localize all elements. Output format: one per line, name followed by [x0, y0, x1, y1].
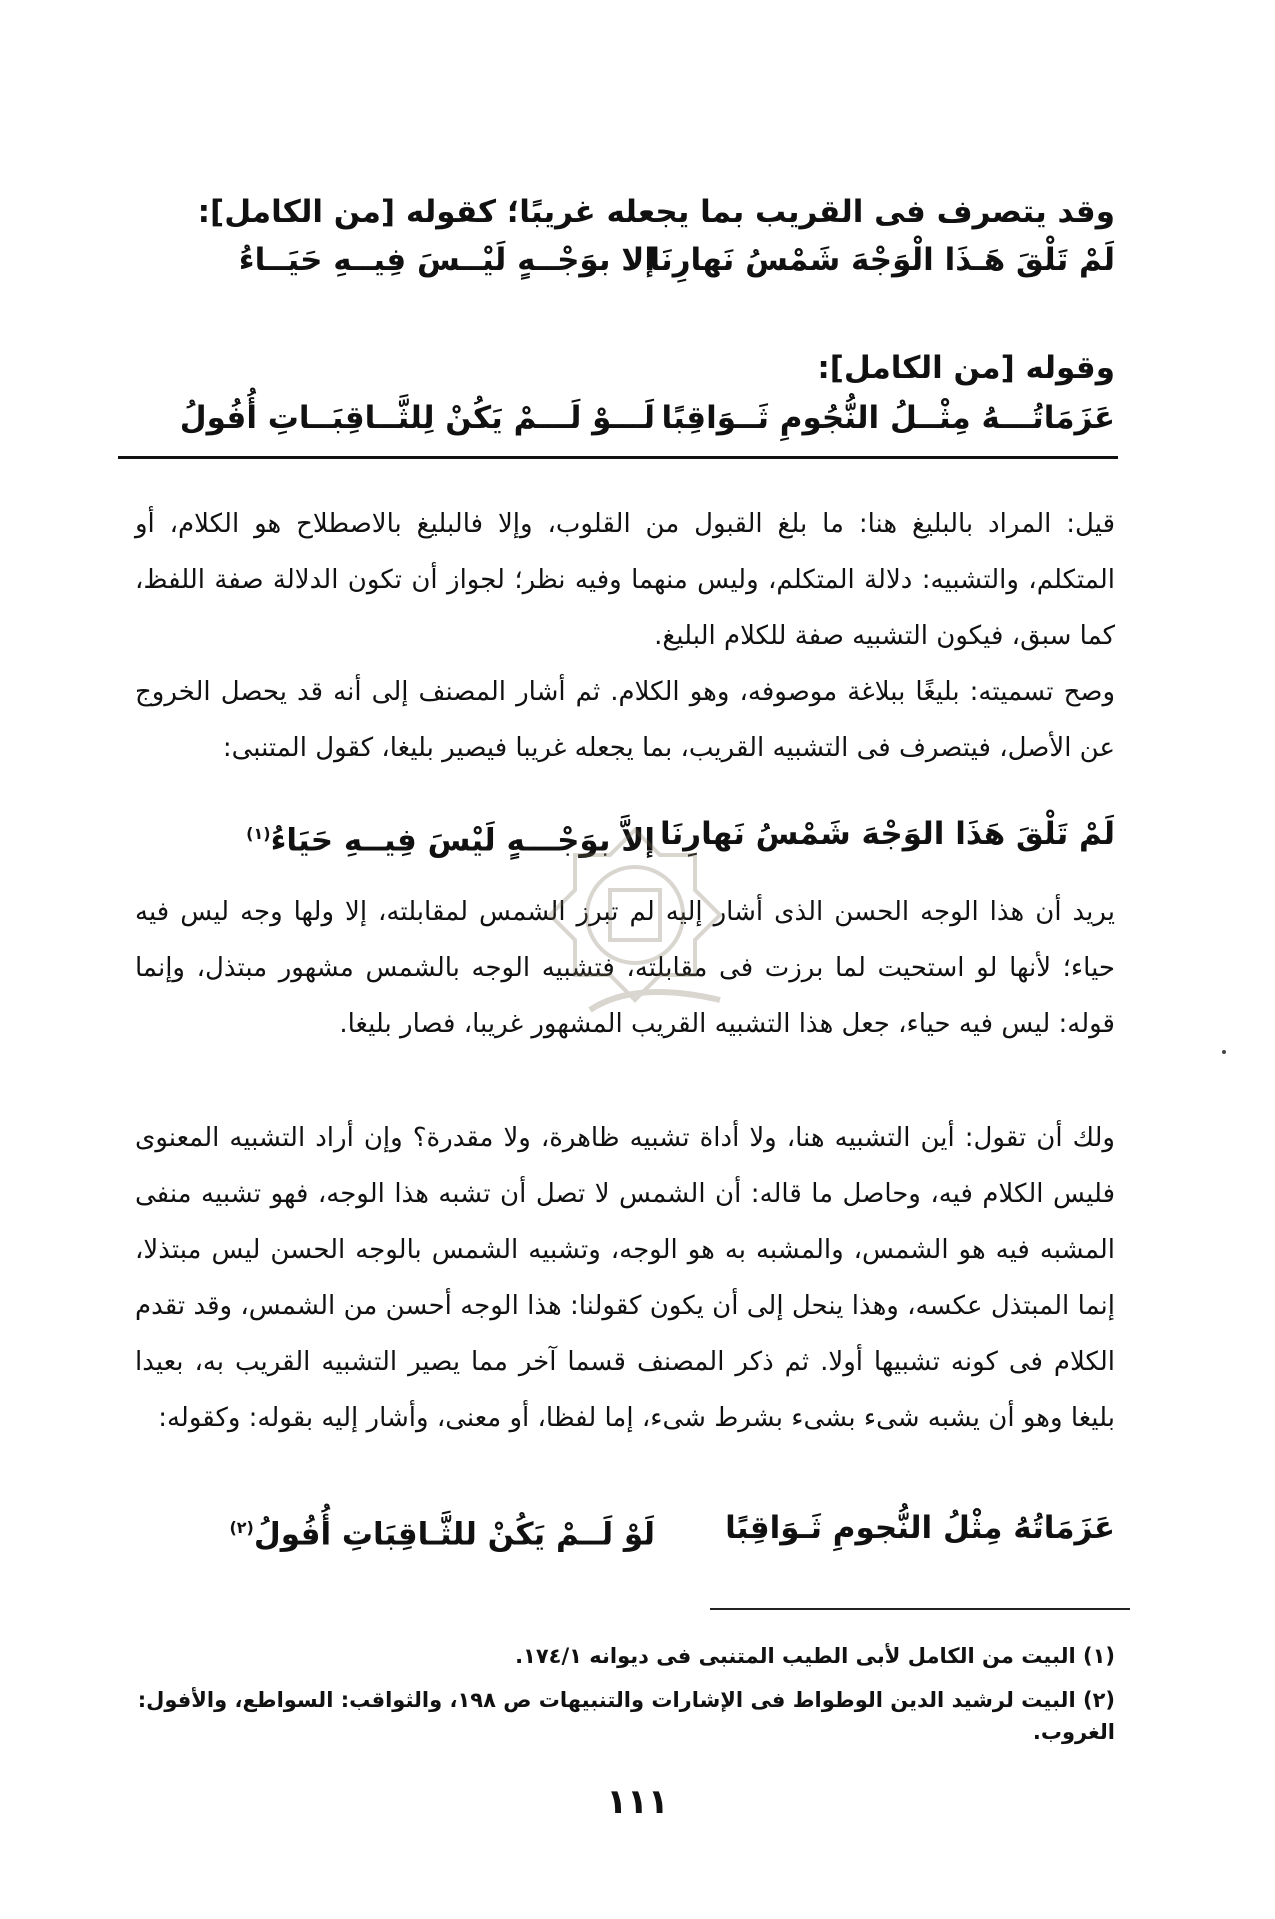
- scan-speck: [1222, 1050, 1226, 1054]
- verse-4-first-hemistich: عَزَمَاتُهُ مِثْلُ النُّجومِ ثَـوَاقِبًا: [725, 1510, 1115, 1546]
- verse-2-second-hemistich: لَـــوْ لَـــمْ يَكُنْ لِلثَّــاقِبَــاتِ أُفُولُ: [179, 400, 655, 436]
- verse-4-second-hemistich: [229, 1504, 655, 1558]
- page-number: ١١١: [606, 1782, 669, 1822]
- matn-verse-2: [0, 394, 1275, 442]
- commentary-paragraph-2: وصح تسميته: بليغًا ببلاغة موصوفه، وهو الكلام. ثم أشار المصنف إلى أنه قد يحصل الخروج عن الأصل، فيتصرف فى التشبيه القريب، بما يجعله غريبا فيصير بليغا، كقول المتنبى:: [135, 677, 1115, 763]
- commentary-paragraph-1: قيل: المراد بالبليغ هنا: ما بلغ القبول من القلوب، وإلا فالبليغ بالاصطلاح هو الكلام، أو المتكلم، والتشبيه: دلالة المتكلم، وليس منهما وفيه نظر؛ لجواز أن تكون الدلالة صفة اللفظ، كما سبق، فيكون التشبيه صفة للكلام البليغ.: [135, 509, 1115, 651]
- commentary-paragraph-3: يريد أن هذا الوجه الحسن الذى أشار إليه لم تبرز الشمس لمقابلته، إلا ولها وجه ليس فيه حياء؛ لأنها لو استحيت لما برزت فى مقابلته، فتشبيه الوجه بالشمس مشهور مبتذل، وإنما قوله: ليس فيه حياء، جعل هذا التشبيه القريب المشهور غريبا، فصار بليغا.: [135, 897, 1115, 1039]
- library-seal-watermark-icon: [530, 810, 740, 1020]
- matn-intro-line-2: وقوله [من الكامل]:: [817, 350, 1115, 386]
- matn-verse-1: [0, 236, 1275, 284]
- verse-1-first-hemistich: لَمْ تَلْقَ هَـذَا الْوَجْهَ شَمْسُ نَهارِنَا: [649, 242, 1115, 278]
- footnote-marker-2: (٢): [229, 1518, 254, 1537]
- verse-3-second-text: إلاَّ بوَجْـــهٍ لَيْسَ فِيــهِ حَيَاءُ: [270, 822, 655, 859]
- verse-4-second-text: لَوْ لَــمْ يَكُنْ للثَّـاقِبَاتِ أُفُولُ: [253, 1516, 655, 1553]
- verse-2-first-hemistich: عَزَمَاتُـــهُ مِثْــلُ النُّجُومِ ثَــوَاقِبًا: [661, 400, 1115, 436]
- footnote-marker-1: (١): [246, 824, 271, 843]
- matn-intro-line: وقد يتصرف فى القريب بما يجعله غريبًا؛ كقوله [من الكامل]:: [197, 194, 1115, 230]
- verse-1-second-hemistich: إلا بوَجْــهٍ لَيْــسَ فِيــهِ حَيَــاءُ: [238, 242, 655, 278]
- matn-separator-rule: [118, 456, 1118, 459]
- footnote-1: (١) البيت من الكامل لأبى الطيب المتنبى فى ديوانه ١٧٤/١.: [515, 1644, 1115, 1668]
- footnote-separator: [710, 1608, 1130, 1610]
- footnote-2: (٢) البيت لرشيد الدين الوطواط فى الإشارات والتنبيهات ص ١٩٨، والثواقب: السواطع، والأفول: الغروب.: [137, 1688, 1115, 1744]
- verse-3-first-hemistich: لَمْ تَلْقَ هَذَا الوَجْهَ شَمْسُ نَهارِنَا: [660, 816, 1115, 852]
- commentary-paragraph-4: ولك أن تقول: أين التشبيه هنا، ولا أداة تشبيه ظاهرة، ولا مقدرة؟ وإن أراد التشبيه المعنوى فليس الكلام فيه، وحاصل ما قاله: أن الشمس لا تصل أن تشبه هذا الوجه، فهو تشبيه منفى المشبه فيه هو الشمس، والمشبه به هو الوجه، وتشبيه الشمس بالوجه الحسن ليس مبتذلا، إنما المبتذل عكسه، وهذا ينحل إلى أن يكون كقولنا: هذا الوجه أحسن من الشمس، وقد تقدم الكلام فى كونه تشبيها أولا. ثم ذكر المصنف قسما آخر مما يصير التشبيه القريب به، بعيدا بليغا وهو أن يشبه شىء بشىء بشرط شىء، إما لفظا، أو معنى، وأشار إليه بقوله: وكقوله:: [135, 1123, 1115, 1433]
- commentary-verse-4: [0, 1504, 1275, 1552]
